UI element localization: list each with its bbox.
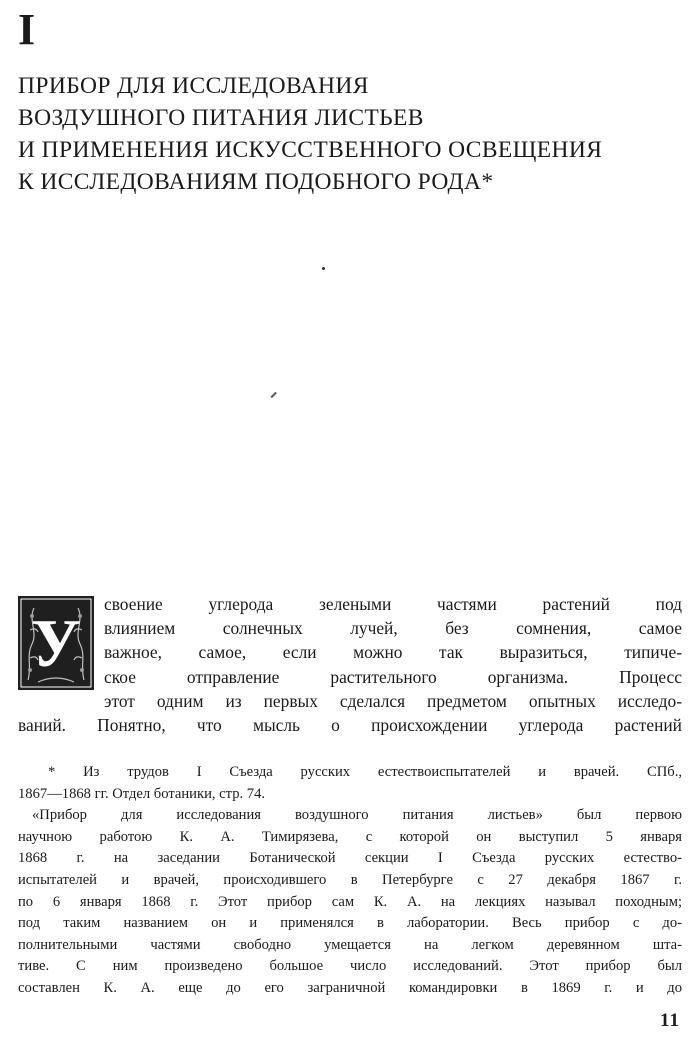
text-line: важное, самое, если можно так выразиться, типиче- [104, 642, 682, 663]
chapter-number: I [18, 5, 36, 54]
text-line: своение углерода зелеными частями растений под [104, 594, 682, 614]
footnote-line: полнительными частями свободно умещается на легком деревянном шта- [18, 936, 682, 953]
text-line: влиянием солнечных лучей, без сомнения, самое [104, 618, 682, 639]
title-line: И ПРИМЕНЕНИЯ ИСКУССТВЕННОГО ОСВЕЩЕНИЯ [18, 137, 603, 163]
footnote-line: тиве. С ним произведено большое число исследований. Этот прибор был [18, 958, 682, 975]
footnote-line: * Из трудов I Съезда русских естествоиспытателей и врачей. СПб., [48, 764, 682, 780]
text-line: ское отправление растительного организма. Процесс [104, 666, 682, 687]
footnote-line: 1868 г. на заседании Ботанической секции I Съезда русских естество- [18, 850, 682, 867]
chapter-title [18, 70, 688, 198]
title-line: ПРИБОР ДЛЯ ИССЛЕДОВАНИЯ [18, 73, 369, 99]
initial-letter: У [31, 605, 81, 681]
footnote-block [18, 762, 682, 1000]
decorative-initial [18, 596, 94, 690]
footnote-line: испытателей и врачей, происходившего в Петербурге с 27 декабря 1867 г. [18, 871, 682, 888]
text-line: этот одним из первых сделался предметом опытных исследо- [104, 690, 682, 711]
print-speck [322, 267, 325, 270]
footnote-line: составлен К. А. еще до его заграничной командировки в 1869 г. и до [18, 979, 682, 996]
title-line: ВОЗДУШНОГО ПИТАНИЯ ЛИСТЬЕВ [18, 105, 424, 131]
footnote-line: 1867—1868 гг. Отдел ботаники, стр. 74. [18, 785, 266, 802]
footnote-line: «Прибор для исследования воздушного питания листьев» был первою [32, 807, 682, 824]
text-line: ваний. Понятно, что мысль о происхождении углерода растений [18, 715, 682, 736]
footnote-line: под таким названием он и применялся в лаборатории. Весь прибор с до- [18, 915, 682, 932]
page-number: 11 [660, 1010, 680, 1031]
body-paragraph [18, 592, 682, 737]
title-line: К ИССЛЕДОВАНИЯМ ПОДОБНОГО РОДА* [18, 169, 494, 195]
print-speck [270, 392, 276, 398]
footnote-line: научною работою К. А. Тимирязева, с которой он выступил 5 января [18, 828, 682, 845]
footnote-line: по 6 января 1868 г. Этот прибор сам К. А. на лекциях называл походным; [18, 893, 682, 910]
